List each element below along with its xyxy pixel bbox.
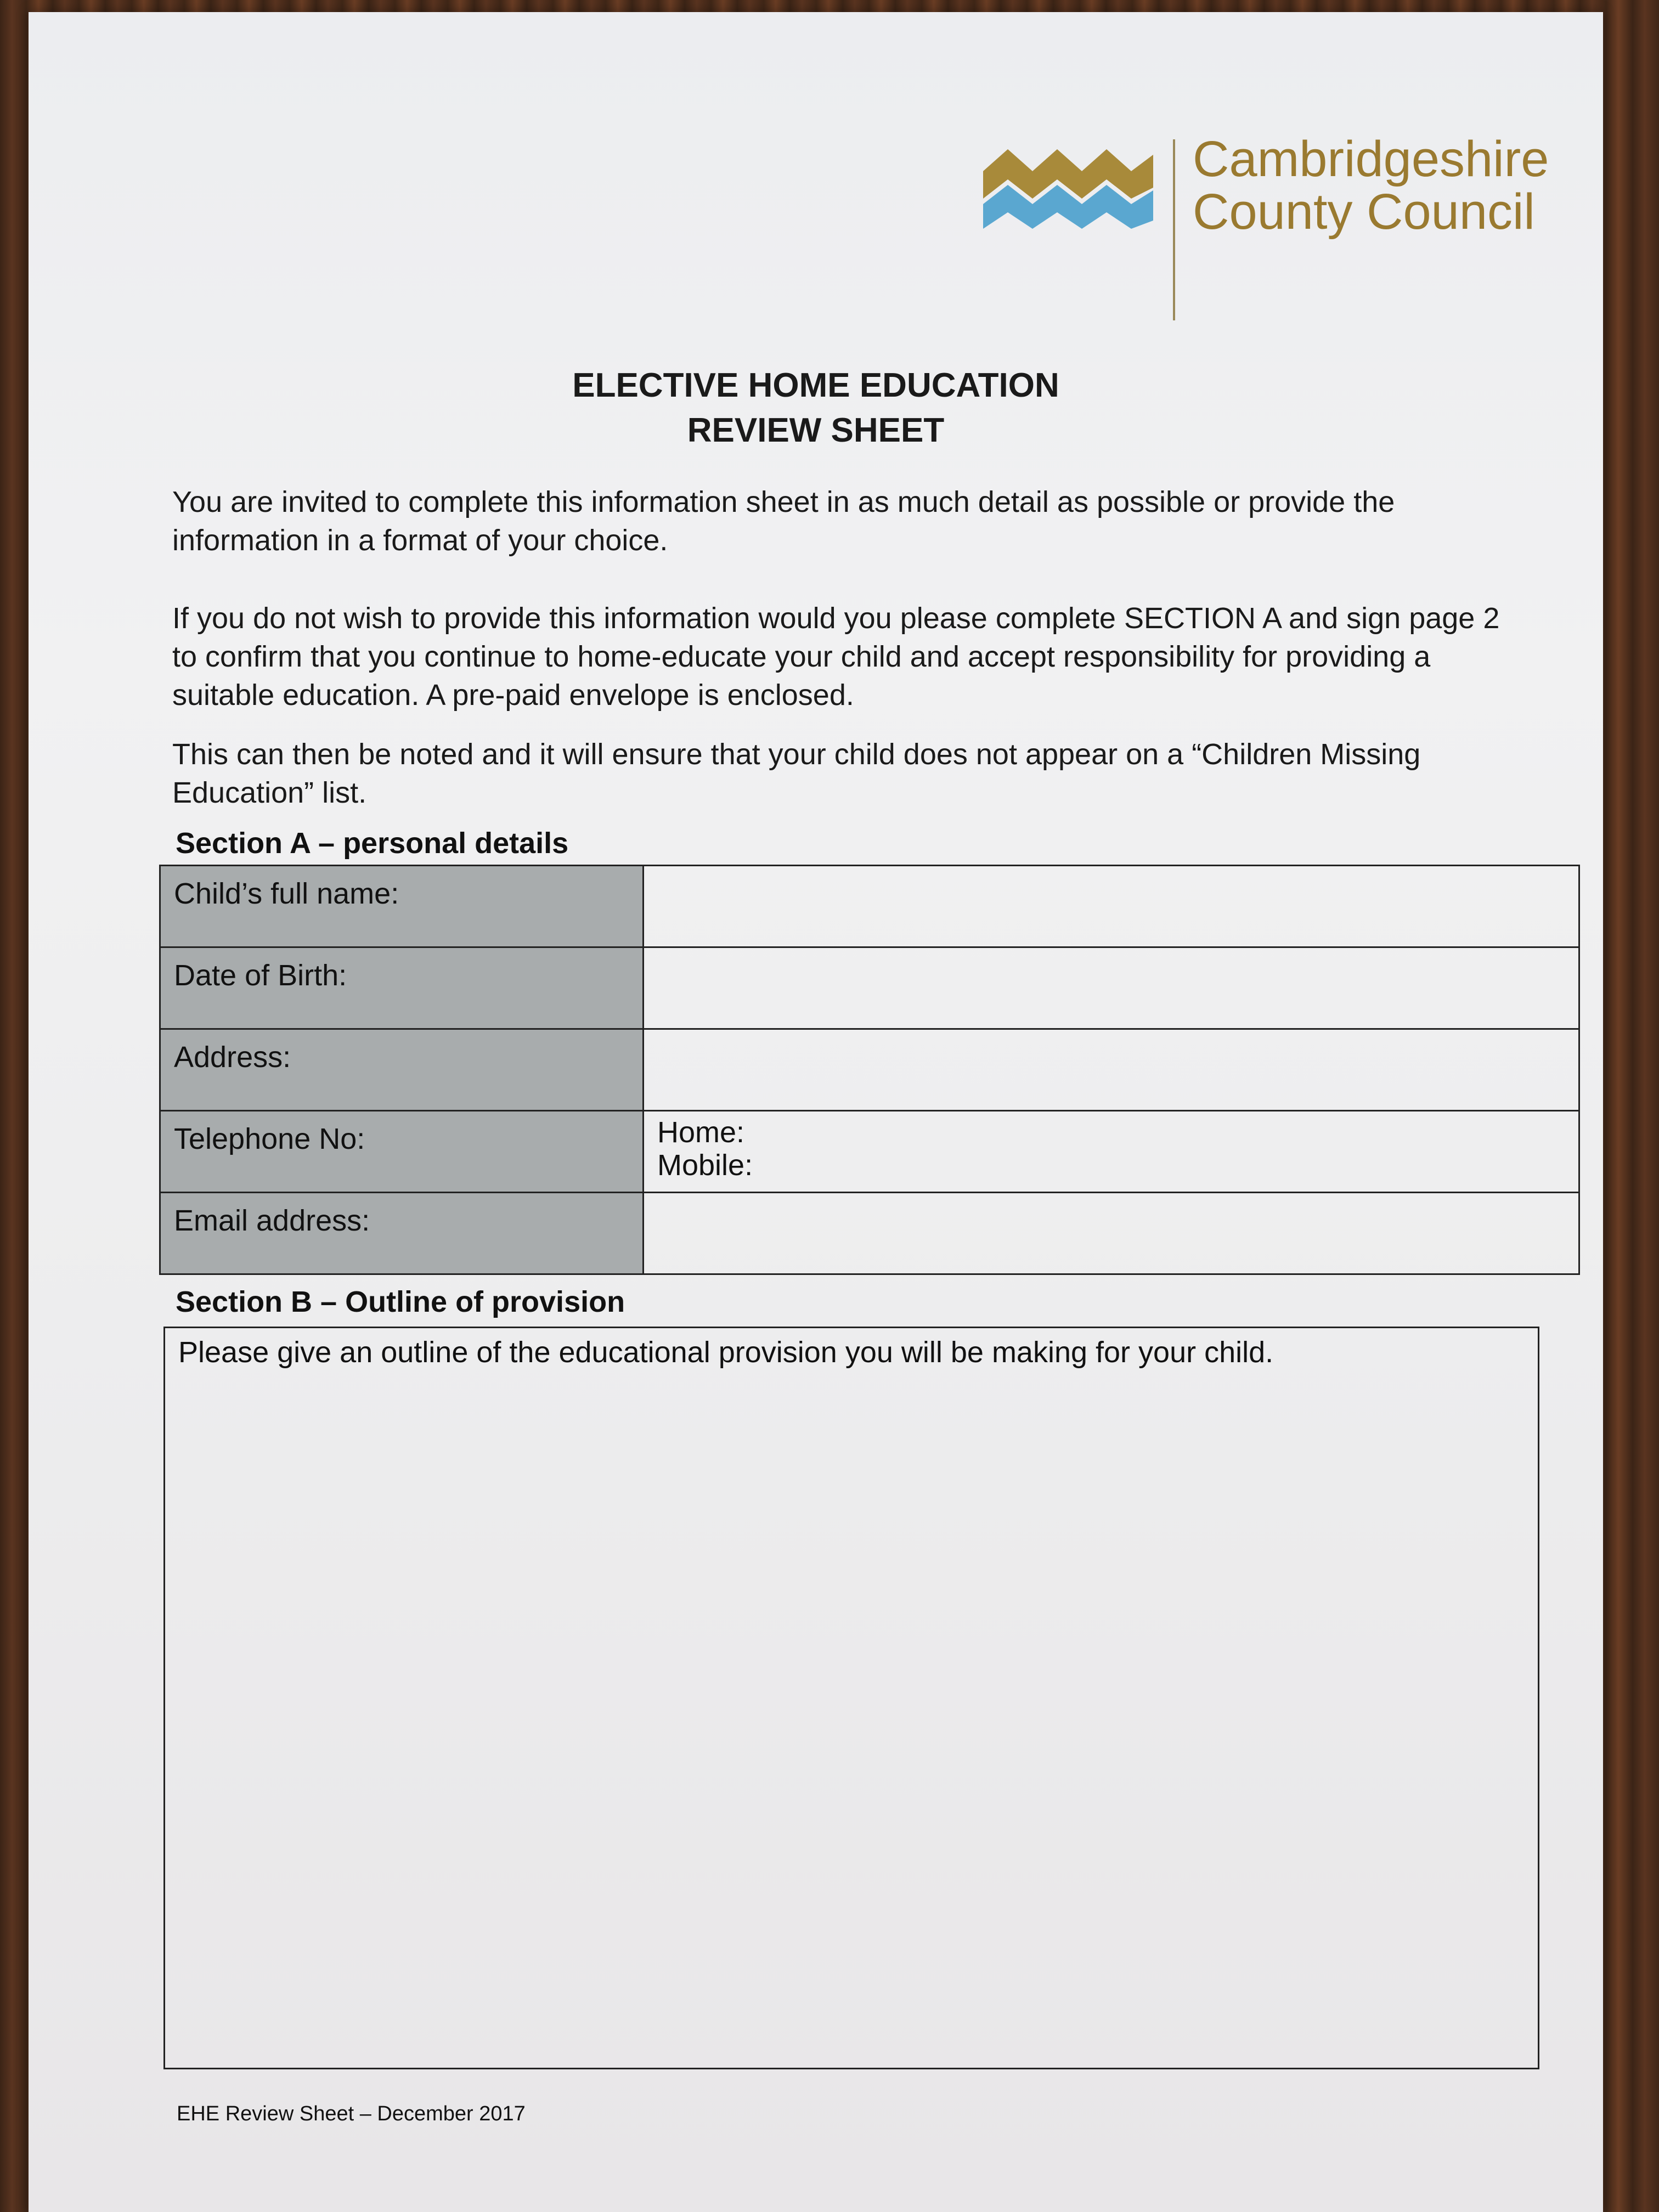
email-label: Email address: <box>160 1193 644 1274</box>
footer-reference: EHE Review Sheet – December 2017 <box>177 2102 526 2125</box>
mobile-phone-label: Mobile: <box>657 1149 753 1182</box>
section-a-heading: Section A – personal details <box>176 827 569 860</box>
intro-paragraph-3: This can then be noted and it will ensure that your child does not appear on a “Children Missing Education” list. <box>172 738 1421 809</box>
form-page <box>29 12 1603 2212</box>
logo-divider <box>1173 139 1175 320</box>
council-name-line-2: County Council <box>1193 184 1535 240</box>
intro-paragraph-2: If you do not wish to provide this information would you please complete SECTION A and sign page 2 to confirm that you continue to home-educate your child and accept responsibility for providing a suitable education. A pre-paid envelope is enclosed. <box>172 602 1500 712</box>
table-row <box>160 1111 1579 1193</box>
provision-prompt: Please give an outline of the educational provision you will be making for your child. <box>178 1336 1274 1369</box>
child-name-field[interactable] <box>644 866 1579 947</box>
email-field[interactable] <box>644 1193 1579 1274</box>
title-line-1: ELECTIVE HOME EDUCATION <box>572 366 1059 404</box>
council-name <box>1193 133 1549 238</box>
address-field[interactable] <box>644 1029 1579 1111</box>
table-row <box>160 1193 1579 1274</box>
title-line-2: REVIEW SHEET <box>687 411 945 449</box>
address-label: Address: <box>160 1029 644 1111</box>
telephone-field[interactable] <box>644 1111 1579 1193</box>
council-logo-mark-icon <box>983 138 1153 232</box>
personal-details-table <box>159 865 1580 1275</box>
home-phone-label: Home: <box>657 1116 745 1149</box>
child-name-label: Child’s full name: <box>160 866 644 947</box>
date-of-birth-field[interactable] <box>644 947 1579 1029</box>
table-row <box>160 947 1579 1029</box>
council-logo <box>983 122 1549 325</box>
provision-outline-box[interactable] <box>163 1327 1539 2069</box>
council-name-line-1: Cambridgeshire <box>1193 131 1549 187</box>
telephone-label: Telephone No: <box>160 1111 644 1193</box>
date-of-birth-label: Date of Birth: <box>160 947 644 1029</box>
table-row <box>160 1029 1579 1111</box>
document-title <box>29 363 1603 453</box>
section-b-heading: Section B – Outline of provision <box>176 1285 625 1318</box>
table-row <box>160 866 1579 947</box>
intro-paragraph-1: You are invited to complete this information sheet in as much detail as possible or provide the information in a format of your choice. <box>172 486 1395 557</box>
